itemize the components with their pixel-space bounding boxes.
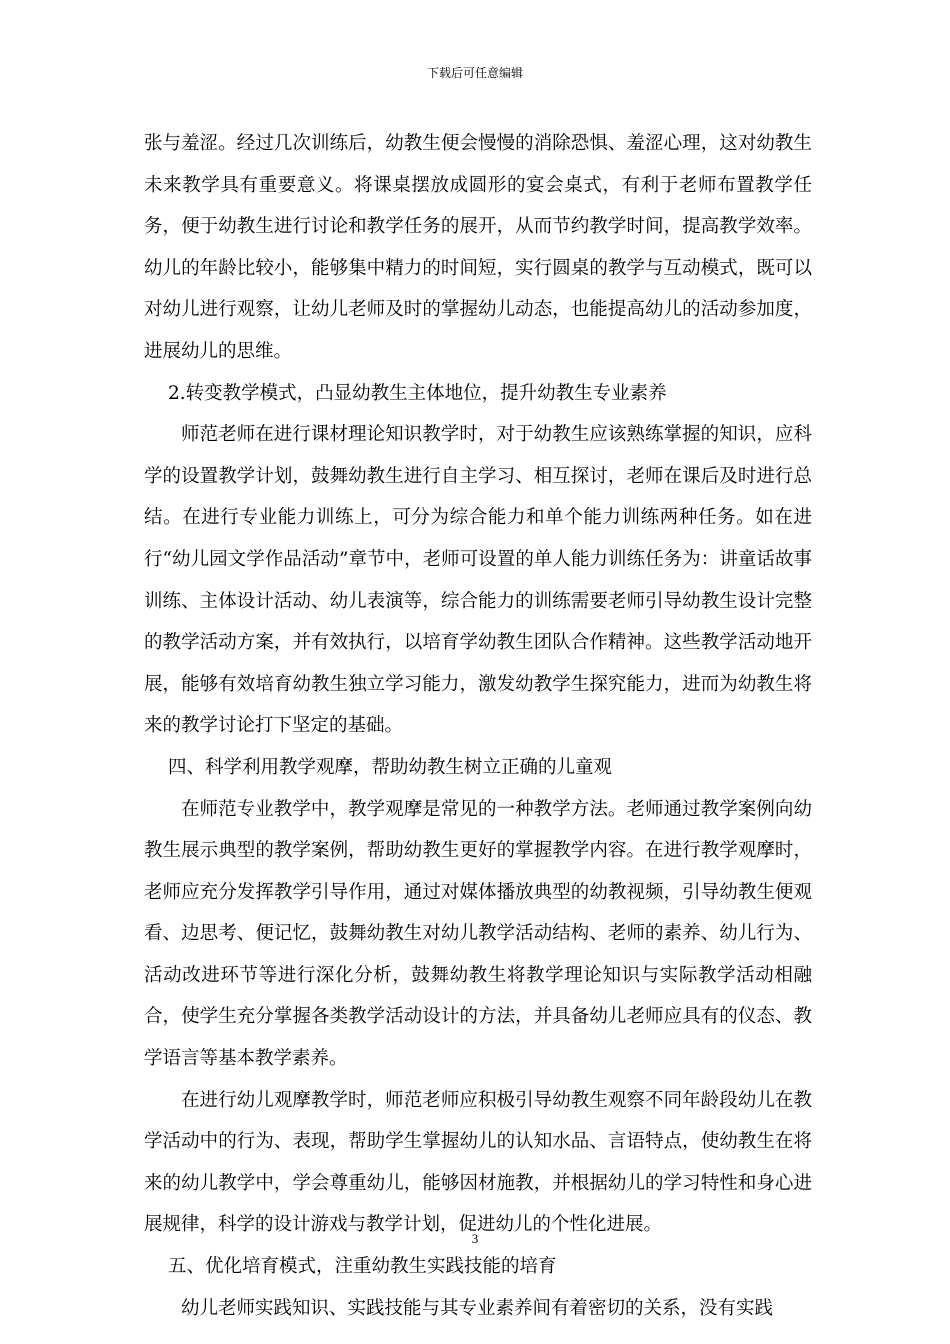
- paragraph-4: 在进行幼儿观摩教学时，师范老师应积极引导幼教生观察不同年龄段幼儿在教学活动中的行为、表现，帮助学生掌握幼儿的认知水品、言语特点，使幼教生在将来的幼儿教学中，学会尊重幼儿，能够因材施教，并根据幼儿的学习特性和身心进展规律，科学的设计游戏与教学计划，促进幼儿的个性化进展。: [144, 1089, 812, 1236]
- paragraph-3: 在师范专业教学中，教学观摩是常见的一种教学方法。老师通过教学案例向幼教生展示典型的教学案例，帮助幼教生更好的掌握教学内容。在进行教学观摩时，老师应充分发挥教学引导作用，通过对媒体播放典型的幼教视频，引导幼教生便观看、边思考、便记忆，鼓舞幼教生对幼儿教学活动结构、老师的素养、幼儿行为、活动改进环节等进行深化分析，鼓舞幼教生将教学理论知识与实际教学活动相融合，使学生充分掌握各类教学活动设计的方法，并具备幼儿老师应具有的仪态、教学语言等基本教学素养。: [144, 798, 812, 1070]
- page-header: 下载后可任意编辑: [426, 66, 523, 80]
- document-body: [144, 123, 812, 1329]
- section-heading-4: 四、科学利用教学观摩，帮助幼教生树立正确的儿童观: [168, 756, 613, 778]
- paragraph-1: 张与羞涩。经过几次训练后，幼教生便会慢慢的消除恐惧、羞涩心理，这对幼教生未来教学具有重要意义。将课桌摆放成圆形的宴会桌式，有利于老师布置教学任务，便于幼教生进行讨论和教学任务的展开，从而节约教学时间，提高教学效率。幼儿的年龄比较小，能够集中精力的时间短，实行圆桌的教学与互动模式，既可以对幼儿进行观察，让幼儿老师及时的掌握幼儿动态，也能提高幼儿的活动参加度，进展幼儿的思维。: [144, 133, 812, 362]
- section-heading-2: 2.转变教学模式，凸显幼教生主体地位，提升幼教生专业素养: [168, 382, 667, 404]
- section-heading-5: 五、优化培育模式，注重幼教生实践技能的培育: [168, 1256, 557, 1278]
- paragraph-2: 师范老师在进行课材理论知识教学时，对于幼教生应该熟练掌握的知识，应科学的设置教学计划，鼓舞幼教生进行自主学习、相互探讨，老师在课后及时进行总结。在进行专业能力训练上，可分为综合能力和单个能力训练两种任务。如在进行“幼儿园文学作品活动”章节中，老师可设置的单人能力训练任务为：讲童话故事训练、主体设计活动、幼儿表演等，综合能力的训练需要老师引导幼教生设计完整的教学活动方案，并有效执行，以培育学幼教生团队合作精神。这些教学活动地开展，能够有效培育幼教生独立学习能力，激发幼教学生探究能力，进而为幼教生将来的教学讨论打下坚定的基础。: [144, 424, 812, 737]
- paragraph-5: 幼儿老师实践知识、实践技能与其专业素养间有着密切的关系，没有实践: [181, 1297, 774, 1319]
- page-number: 3: [471, 1231, 479, 1246]
